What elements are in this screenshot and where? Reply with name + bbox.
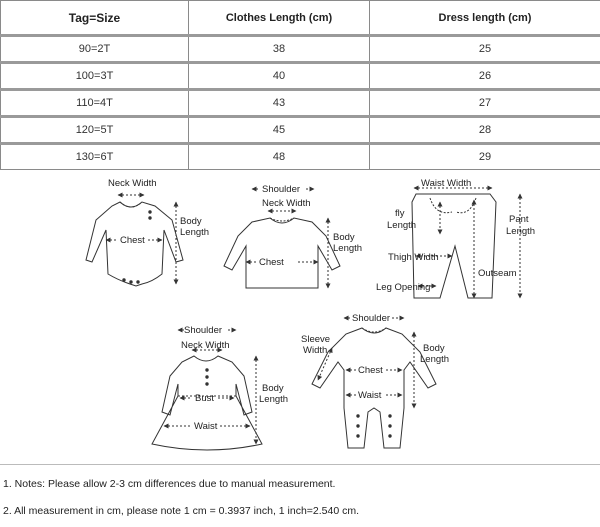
romper-body-label: Body [180,216,202,227]
dress-waist-label: Waist [194,421,218,432]
shirt-neck-width-label: Neck Width [262,198,311,209]
jumpsuit-diagram [312,318,436,448]
cell-size: 120=5T [1,117,189,144]
header-dress-length: Dress length (cm) [370,1,600,36]
dress-length-label: Length [259,394,289,405]
jumpsuit-shoulder-label: Shoulder [352,313,391,324]
pants-waist-width-label: Waist Width [421,178,472,189]
cell-dress-length: 26 [370,63,600,90]
jumpsuit-waist-label: Waist [358,390,382,401]
cell-clothes-length: 38 [189,36,370,63]
shirt-body-label: Body [333,232,355,243]
shirt-shoulder-label: Shoulder [262,184,301,195]
jumpsuit-width-label: Width [303,345,328,356]
romper-length-label: Length [180,227,210,238]
dress-bust-label: Bust [195,393,215,404]
pants-fly-length-label: Length [387,220,417,231]
romper-neck-width-label: Neck Width [108,178,157,189]
table-row [1,117,600,144]
table-row [1,36,600,63]
cell-dress-length: 29 [370,144,600,170]
table-header-row [1,1,600,36]
cell-clothes-length: 40 [189,63,370,90]
cell-dress-length: 27 [370,90,600,117]
pants-fly-label: fly [395,208,405,219]
cell-size: 110=4T [1,90,189,117]
romper-chest-label: Chest [120,235,145,246]
cell-size: 100=3T [1,63,189,90]
cell-dress-length: 28 [370,117,600,144]
table-row [1,90,600,117]
pants-outseam-label: Outseam [478,268,517,279]
cell-dress-length: 25 [370,36,600,63]
cell-clothes-length: 43 [189,90,370,117]
cell-clothes-length: 48 [189,144,370,170]
size-chart-table [0,0,600,170]
note-unit-conversion: 2. All measurement in cm, please note 1 cm = 0.3937 inch, 1 inch=2.540 cm. [3,505,360,517]
table-row [1,144,600,170]
header-clothes-length: Clothes Length (cm) [189,1,370,36]
table-row [1,63,600,90]
pants-length-label: Length [506,226,536,237]
shirt-length-label: Length [333,243,363,254]
cell-size: 90=2T [1,36,189,63]
notes-divider [0,464,600,465]
measurement-diagrams [0,172,600,460]
shirt-chest-label: Chest [259,257,284,268]
cell-clothes-length: 45 [189,117,370,144]
dress-shoulder-label: Shoulder [184,325,223,336]
pants-leg-opening-label: Leg Opening [376,282,431,293]
pants-thigh-width-label: Thigh Width [388,252,439,263]
jumpsuit-body-label: Body [423,343,445,354]
jumpsuit-chest-label: Chest [358,365,383,376]
dress-neck-width-label: Neck Width [181,340,230,351]
note-manual-measurement: 1. Notes: Please allow 2-3 cm differences due to manual measurement. [3,478,336,490]
dress-body-label: Body [262,383,284,394]
cell-size: 130=6T [1,144,189,170]
header-tag-size: Tag=Size [1,1,189,36]
jumpsuit-length-label: Length [420,354,450,365]
pants-pant-label: Pant [509,214,529,225]
jumpsuit-sleeve-label: Sleeve [301,334,331,345]
